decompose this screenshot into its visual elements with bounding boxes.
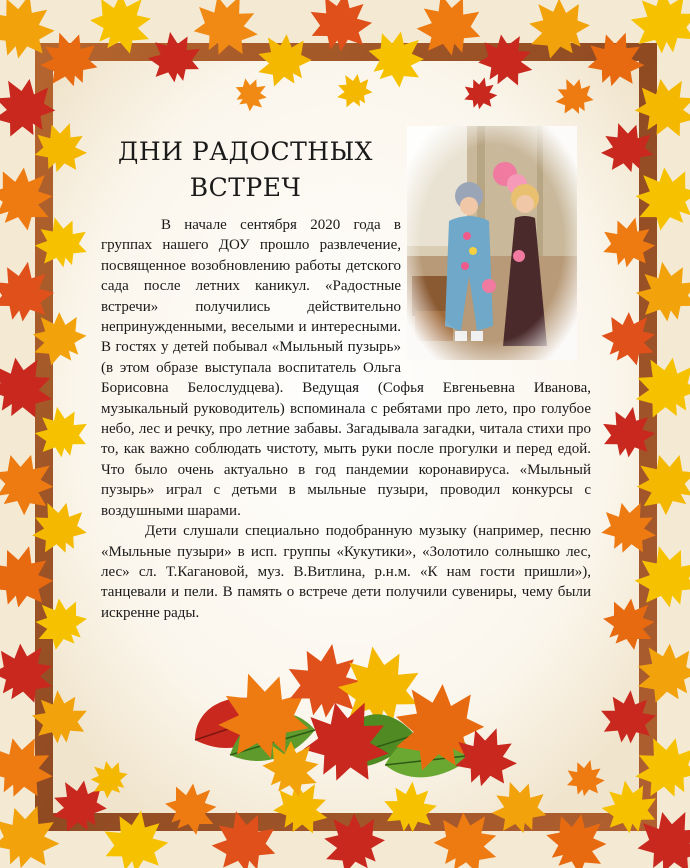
article-body: [101, 215, 591, 623]
page-title: [118, 134, 373, 206]
article-paragraph-1: В начале сентября 2020 года в группах нашего ДОУ прошло развлечение, посвященное возобновлению работы детского сада после летних каникул. «Радостные встречи» получились действительно непринужденными, веселыми и интересными. В гостях у детей побывал «Мыльный пузырь» (в этом образе выступала воспитатель Ольга Борисовна Белослудцева). Ведущая (Софья Евгеньевна Иванова, музыкальный руководитель) вспоминала с ребятами про лето, про голубое небо, лес и речку, про летние забавы. Загадывала загадки, читала стихи про то, как важно соблюдать чистоту, мыть руки после прогулки и перед едой. Что было очень актуально в год пандемии коронавируса. «Мыльный пузырь» играл с детьми в мыльные пузыри, проводил конкурсы с воздушными шарами.: [101, 217, 591, 519]
article-paragraph-2: Дети слушали специально подобранную музыку (например, песню «Мыльные пузыри» в исп. группы «Кукутики», «Золотило солнышко лес, лес» сл. Т.Кагановой, муз. В.Витлина, р.н.м. «К нам гости пришли»), танцевали и пели. В память о встрече дети получили сувениры, чему были искренне рады.: [101, 523, 591, 621]
title-line-1: ДНИ РАДОСТНЫХ: [118, 137, 373, 166]
title-line-2: ВСТРЕЧ: [189, 173, 302, 202]
